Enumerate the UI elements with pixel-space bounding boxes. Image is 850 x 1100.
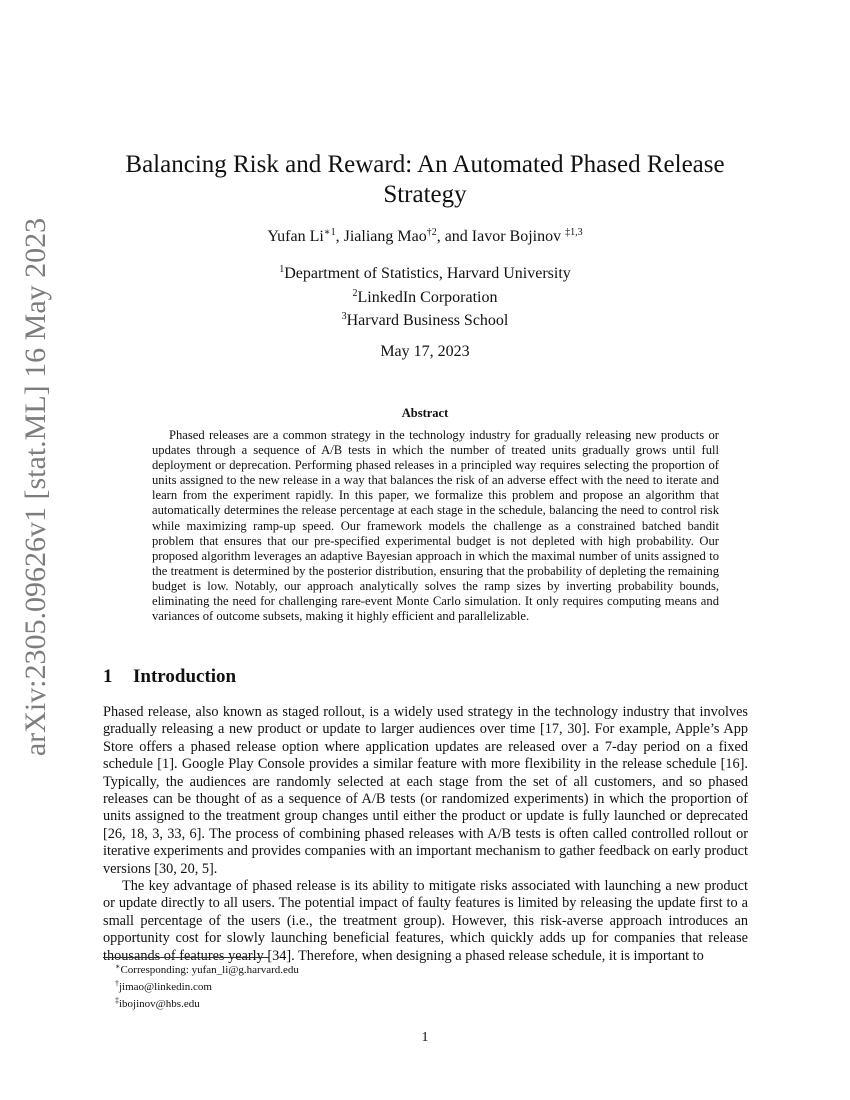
section-title: Introduction — [133, 666, 237, 687]
abstract-heading: Abstract — [401, 406, 449, 420]
footnote-mark: ∗ — [115, 962, 121, 971]
section-number: 1 — [103, 666, 113, 687]
footnote-text: Corresponding: yufan_li@g.harvard.edu — [120, 964, 299, 976]
footnote-text: jimao@linkedin.com — [119, 981, 212, 993]
footnote-text: ibojinov@hbs.edu — [119, 998, 200, 1010]
footnote-mark: ‡ — [115, 996, 119, 1005]
arxiv-identifier-stamp — [6, 217, 66, 757]
author-affiliation-marker: †2 — [426, 227, 437, 238]
affiliation — [110, 284, 740, 308]
affiliation-text: Harvard Business School — [346, 312, 509, 329]
affiliation-number: 2 — [352, 287, 358, 299]
footnote-divider — [103, 957, 269, 958]
footnote-mark: † — [115, 979, 119, 988]
footnote — [115, 977, 299, 994]
affiliation-list — [110, 260, 740, 331]
affiliation-number: 1 — [279, 264, 285, 275]
author-separator: , — [335, 228, 344, 245]
page-number: 1 — [421, 1030, 429, 1045]
footnote-list — [115, 960, 299, 1011]
affiliation — [110, 260, 740, 284]
author-name: Iavor Bojinov — [471, 228, 562, 245]
publication-date: May 17, 2023 — [380, 343, 470, 360]
author-affiliation-marker: ∗1 — [323, 227, 336, 238]
body-paragraph: The key advantage of phased release is its ability to mitigate risks associated with launching a new product or update directly to all users. The potential impact of faulty features is limited by releasing the update first to a small percentage of the users (i.e., the treatment group). However, this risk-averse approach introduces an opportunity cost for slowly launching beneficial features, which quickly adds up for companies that release thousands of features yearly [34]. Therefore, when designing a phased release schedule, it is important to — [103, 878, 748, 964]
abstract-body: Phased releases are a common strategy in the technology industry for gradually releasing new products or updates through a sequence of A/B tests in which the number of treated units gradually grows until full deployment or deprecation. Performing phased releases in a principled way requires selecting the proportion of units assigned to the new release in a way that balances the risk of an adverse effect with the need to iterate and learn from the experiment rapidly. In this paper, we formalize this problem and propose an algorithm that automatically determines the release percentage at each stage in the schedule, balancing the need to control risk while maximizing ramp-up speed. Our framework models the challenge as a constrained batched bandit problem that ensures that our pre-specified experimental budget is not depleted with high probability. Our proposed algorithm leverages an adaptive Bayesian approach in which the maximal number of units assigned to the treatment is determined by the posterior distribution, ensuring that the probability of depleting the remaining budget is low. Notably, our approach analytically solves the ramp sizes by inverting probability bounds, eliminating the need for challenging rare-event Monte Carlo simulation. It only requires computing means and variances of outcome subsets, making it highly efficient and parallelizable. — [152, 428, 719, 624]
footnote — [115, 960, 299, 977]
body-paragraph: Phased release, also known as staged rollout, is a widely used strategy in the technology industry that involves gradually releasing a new product or update to larger audiences over time [17, 30]. For example, Apple’s App Store offers a phased release option where application updates are released over a 7-day period on a fixed schedule [1]. Google Play Console provides a similar feature with more flexibility in the release schedule [16]. Typically, the audiences are randomly selected at each stage from the set of all customers, and so phased releases can be thought of as a sequence of A/B tests (or randomized experiments) in which the proportion of units assigned to the treatment group changes until either the product or update is fully launched or deprecated [26, 18, 3, 33, 6]. The process of combining phased releases with A/B tests is often called controlled rollout or iterative experiments and provides companies with an important mechanism to gather feedback on early product versions [30, 20, 5]. — [103, 704, 748, 877]
author-affiliation-marker: ‡1,3 — [565, 227, 583, 238]
affiliation-number: 3 — [341, 311, 347, 322]
section-body — [103, 704, 748, 965]
affiliation-text: LinkedIn Corporation — [357, 288, 498, 306]
affiliation — [110, 307, 740, 331]
footnote — [115, 994, 299, 1011]
author-name: Yufan Li — [267, 228, 324, 245]
section-heading — [103, 666, 236, 688]
author-list — [110, 227, 740, 246]
affiliation-text: Department of Statistics, Harvard University — [284, 265, 571, 282]
author-separator: , and — [436, 228, 472, 245]
arxiv-identifier-text: arXiv:2305.09626v1 [stat.ML] 16 May 2023 — [19, 217, 52, 757]
author-name: Jialiang Mao — [343, 228, 427, 245]
paper-title: Balancing Risk and Reward: An Automated Phased Release Strategy — [125, 151, 725, 208]
